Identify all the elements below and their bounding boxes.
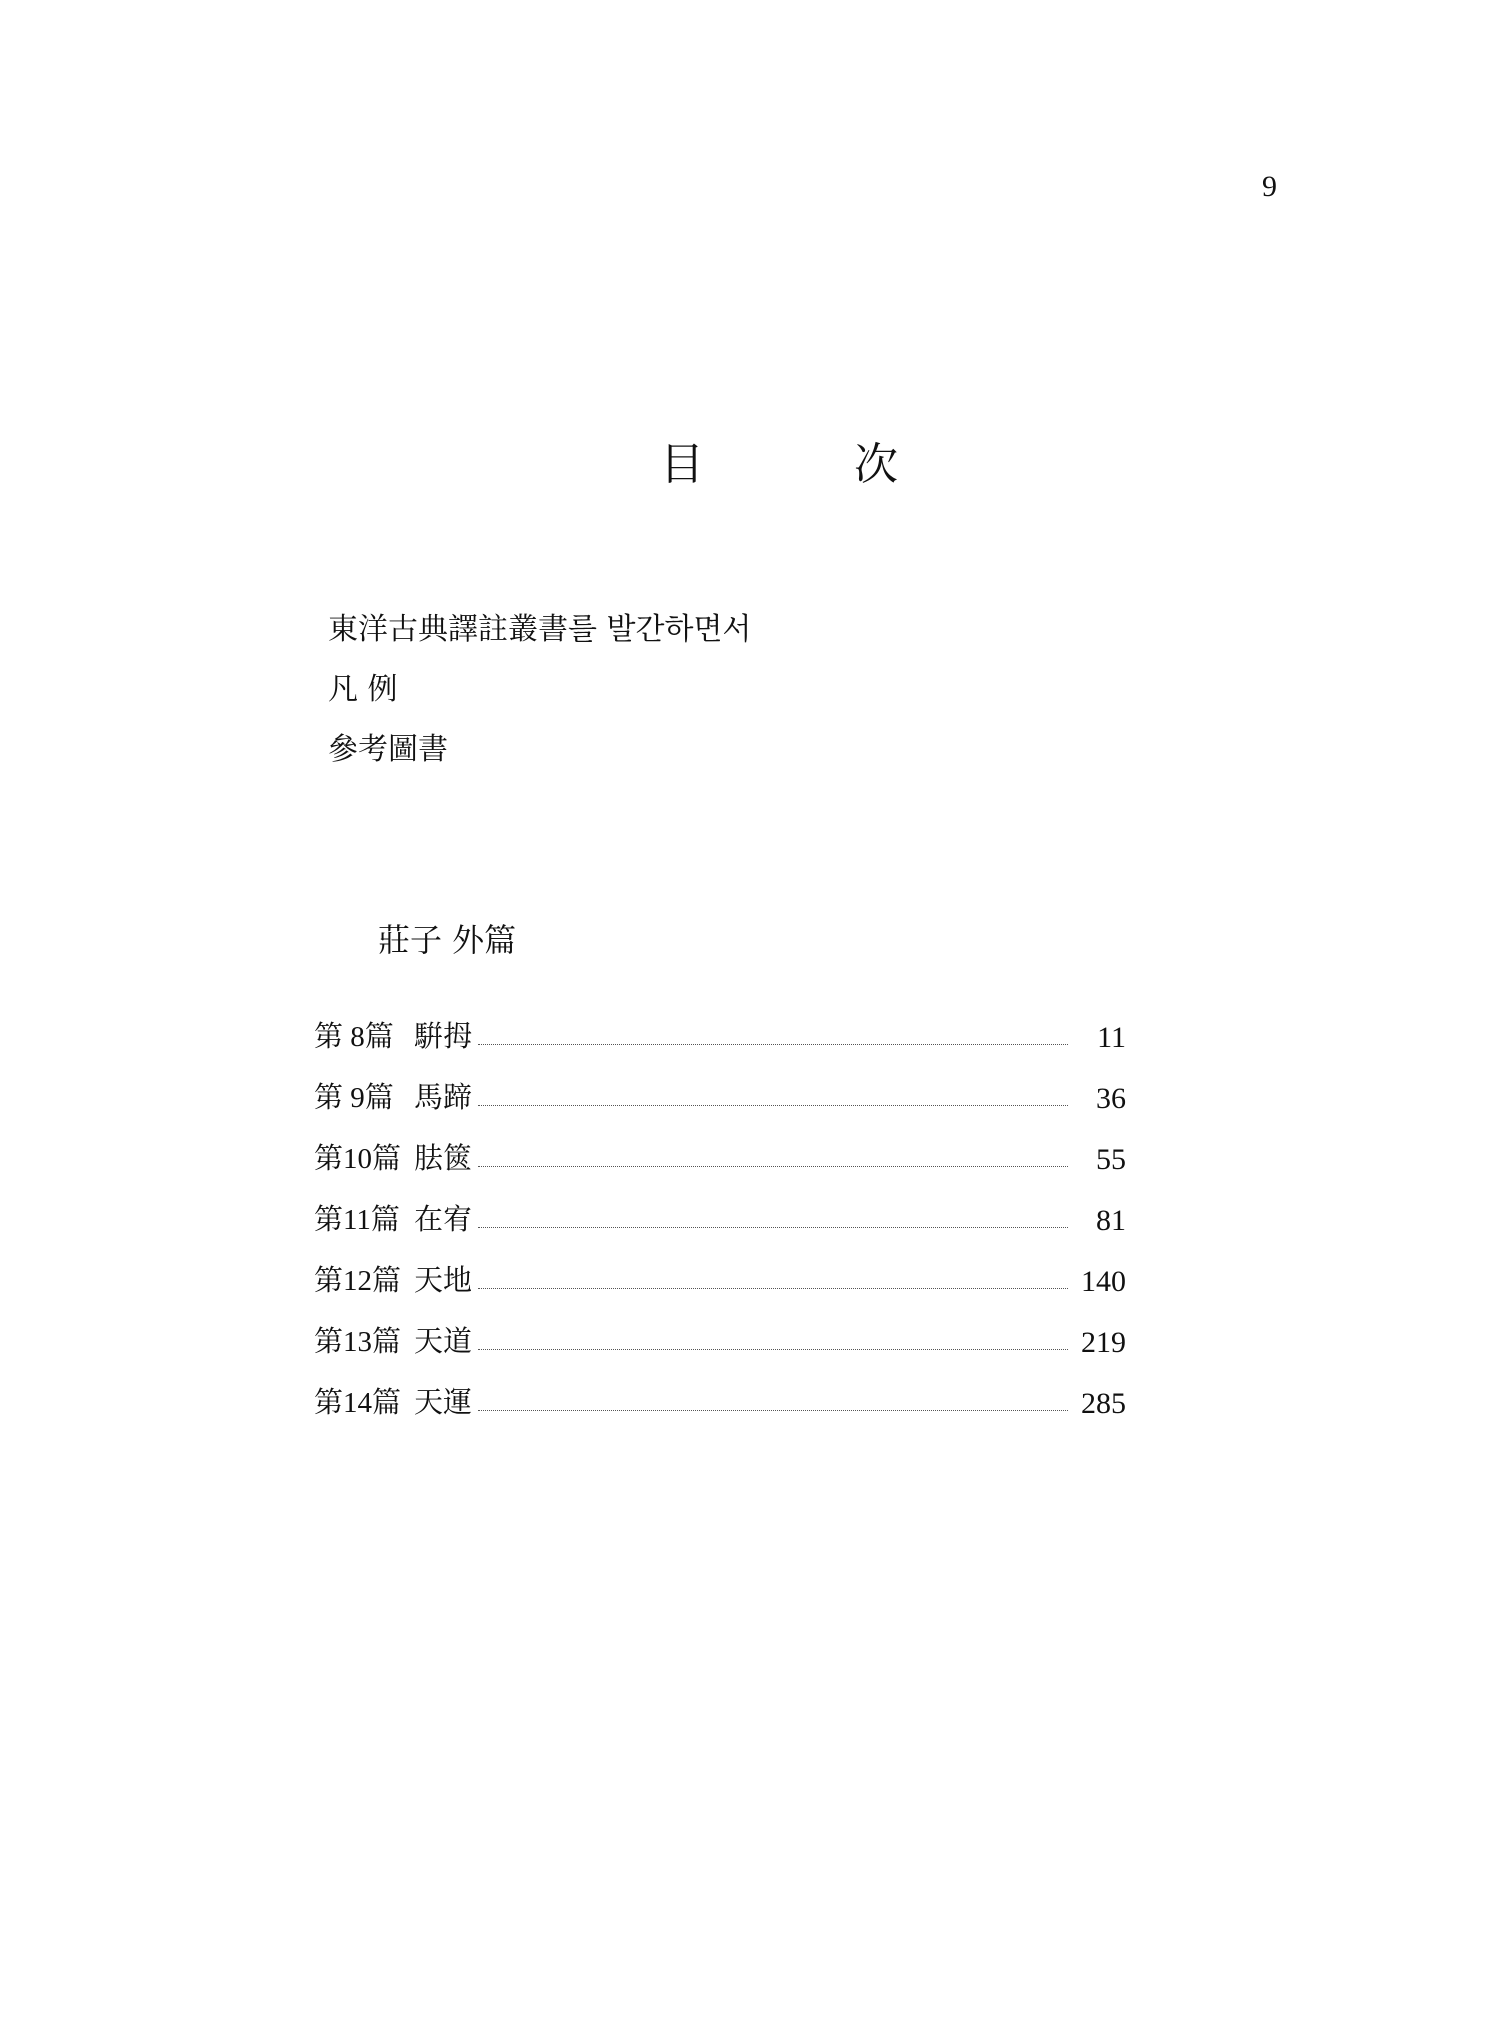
- chapter-label: [314, 1319, 472, 1360]
- chapter-page-number: 285: [1081, 1387, 1126, 1420]
- chapter-name: 天道: [414, 1324, 473, 1358]
- toc-entry[interactable]: [314, 1076, 1126, 1116]
- page-number: 9: [1262, 170, 1277, 203]
- page-title: 目 次: [660, 439, 966, 490]
- chapter-number: 第 9篇: [314, 1082, 394, 1114]
- chapter-number: 第 8篇: [314, 1021, 394, 1053]
- chapter-page-number: 219: [1081, 1326, 1126, 1359]
- chapter-number: 第10篇: [314, 1143, 402, 1175]
- chapter-label: [314, 1258, 472, 1299]
- chapter-name: 天運: [414, 1385, 473, 1419]
- dot-leader: [478, 1165, 1068, 1167]
- chapter-page-number: 81: [1096, 1204, 1126, 1237]
- chapter-number: 第14篇: [314, 1387, 402, 1419]
- chapter-page-number: 55: [1096, 1143, 1126, 1176]
- chapter-number: 第13篇: [314, 1326, 402, 1358]
- chapter-name: 天地: [414, 1263, 473, 1297]
- dot-leader: [478, 1043, 1068, 1045]
- dot-leader: [478, 1226, 1068, 1228]
- chapter-label: [314, 1380, 472, 1421]
- front-matter-list: [328, 612, 752, 795]
- dot-leader: [478, 1409, 1068, 1411]
- chapter-page-number: 36: [1096, 1082, 1126, 1115]
- front-matter-item-preface[interactable]: 東洋古典譯註叢書를 발간하면서: [328, 612, 752, 647]
- dot-leader: [478, 1287, 1068, 1289]
- chapter-name: 馬蹄: [414, 1080, 473, 1114]
- front-matter-item-explanatory-notes[interactable]: 凡 例: [328, 672, 398, 707]
- toc-entry[interactable]: [314, 1137, 1126, 1177]
- toc-entry[interactable]: [314, 1015, 1126, 1055]
- toc-entry[interactable]: [314, 1381, 1126, 1421]
- toc-entry[interactable]: [314, 1198, 1126, 1238]
- section-heading: 莊子 外篇: [378, 921, 517, 959]
- chapter-label: [314, 1075, 472, 1116]
- chapter-name: 在宥: [414, 1202, 473, 1236]
- dot-leader: [478, 1348, 1068, 1350]
- chapter-page-number: 140: [1081, 1265, 1126, 1298]
- chapter-number: 第11篇: [314, 1204, 400, 1236]
- front-matter-item-references[interactable]: 參考圖書: [328, 732, 448, 767]
- chapter-list: [314, 1015, 1126, 1442]
- chapter-name: 胠篋: [414, 1141, 473, 1175]
- chapter-label: [314, 1197, 472, 1238]
- dot-leader: [478, 1104, 1068, 1106]
- chapter-page-number: 11: [1097, 1021, 1126, 1054]
- chapter-number: 第12篇: [314, 1265, 402, 1297]
- chapter-label: [314, 1014, 472, 1055]
- toc-entry[interactable]: [314, 1320, 1126, 1360]
- chapter-name: 騈拇: [414, 1019, 473, 1053]
- chapter-label: [314, 1136, 472, 1177]
- toc-entry[interactable]: [314, 1259, 1126, 1299]
